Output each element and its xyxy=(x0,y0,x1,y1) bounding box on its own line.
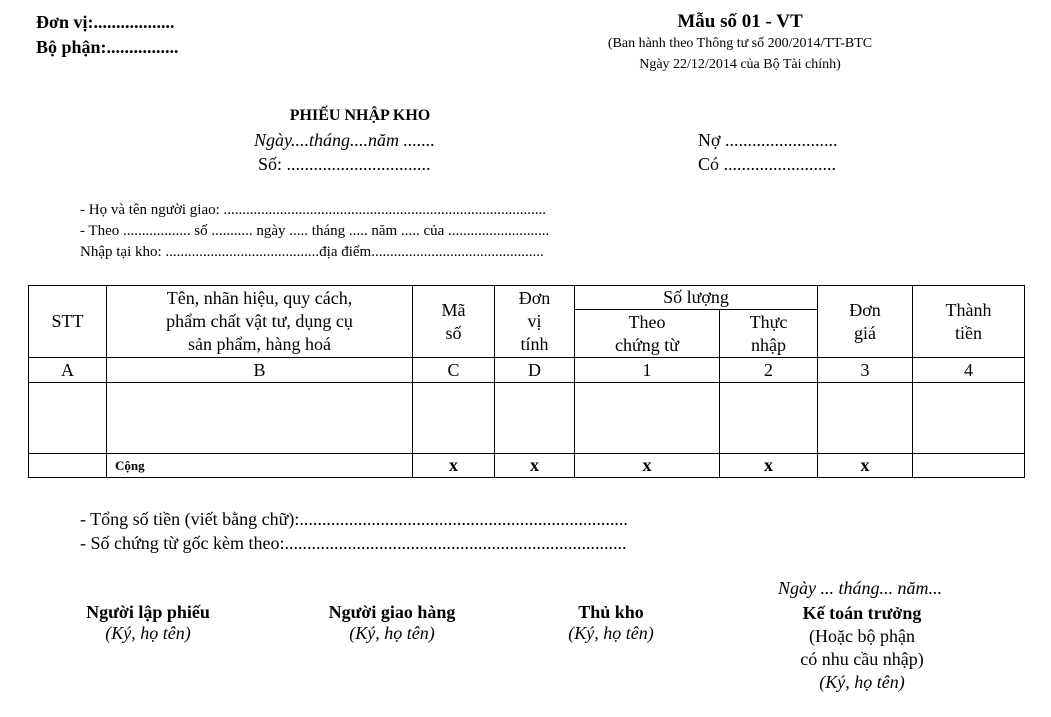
accountant-sub1: (Hoặc bộ phận xyxy=(809,626,915,646)
header-per-document: Theo chứng từ xyxy=(575,310,720,358)
column-letter-row xyxy=(29,358,1025,383)
empty-cell[interactable] xyxy=(913,383,1025,454)
accountant-sub2: có nhu cầu nhập) xyxy=(800,649,924,669)
storekeeper-hint: (Ký, họ tên) xyxy=(568,623,654,643)
total-row xyxy=(29,454,1025,478)
letter-cell: 3 xyxy=(818,358,913,383)
preparer-role: Người lập phiếu xyxy=(86,602,210,622)
preparer-hint: (Ký, họ tên) xyxy=(105,623,191,643)
deliverer-role: Người giao hàng xyxy=(328,602,456,622)
letter-cell: 1 xyxy=(575,358,720,383)
empty-cell[interactable] xyxy=(818,383,913,454)
accountant-role: Kế toán trưởng xyxy=(802,603,922,623)
date-line: Ngày....tháng....năm ....... xyxy=(254,130,436,150)
total-mark: x xyxy=(818,454,913,478)
total-label: Cộng xyxy=(107,454,413,478)
issued-by-line1: (Ban hành theo Thông tư số 200/2014/TT-BTC xyxy=(607,36,873,51)
accountant-hint: (Ký, họ tên) xyxy=(819,672,905,692)
signature-date: Ngày ... tháng... năm... xyxy=(778,578,942,598)
signature-preparer xyxy=(18,602,278,644)
receipt-table xyxy=(28,285,1025,478)
header-item-name: Tên, nhãn hiệu, quy cách, phẩm chất vật tư, dụng cụ sản phẩm, hàng hoá xyxy=(107,286,413,358)
header-quantity: Số lượng xyxy=(575,286,818,310)
header-unit-price: Đơn giá xyxy=(818,286,913,358)
department-field: Bộ phận:................ xyxy=(36,37,179,57)
number-line: Số: ................................ xyxy=(258,154,431,174)
attached-documents-line: - Số chứng từ gốc kèm theo:............................................................................ xyxy=(80,533,627,553)
total-in-words-line: - Tổng số tiền (viết bằng chữ):......................................................................... xyxy=(80,509,628,529)
total-mark: x xyxy=(575,454,720,478)
total-mark: x xyxy=(495,454,575,478)
letter-cell: D xyxy=(495,358,575,383)
letter-cell: B xyxy=(107,358,413,383)
header-actual: Thực nhập xyxy=(720,310,818,358)
total-mark: x xyxy=(720,454,818,478)
according-to-line: - Theo .................. số ........... ngày ..... tháng ..... năm ..... của ........................... xyxy=(80,223,550,239)
header-unit: Đơn vị tính xyxy=(495,286,575,358)
deliverer-hint: (Ký, họ tên) xyxy=(349,623,435,643)
header-row xyxy=(29,286,1025,310)
warehouse-line: Nhập tại kho: .........................................địa điểm.............................................. xyxy=(80,244,544,260)
empty-cell[interactable] xyxy=(29,383,107,454)
letter-cell: 2 xyxy=(720,358,818,383)
total-amount-cell[interactable] xyxy=(913,454,1025,478)
signature-chief-accountant xyxy=(732,602,992,694)
total-mark: x xyxy=(413,454,495,478)
table-row xyxy=(29,383,1025,454)
storekeeper-role: Thủ kho xyxy=(578,602,644,622)
form-title: PHIẾU NHẬP KHO xyxy=(289,107,431,124)
unit-field: Đơn vị:.................. xyxy=(36,12,175,32)
debit-line: Nợ ......................... xyxy=(698,130,838,150)
credit-line: Có ......................... xyxy=(698,154,837,174)
letter-cell: 4 xyxy=(913,358,1025,383)
empty-cell[interactable] xyxy=(720,383,818,454)
header-code: Mã số xyxy=(413,286,495,358)
deliverer-line: - Họ và tên người giao: ...................................................................................... xyxy=(80,202,547,218)
total-empty-cell xyxy=(29,454,107,478)
letter-cell: C xyxy=(413,358,495,383)
empty-cell[interactable] xyxy=(495,383,575,454)
empty-cell[interactable] xyxy=(413,383,495,454)
issued-by-line2: Ngày 22/12/2014 của Bộ Tài chính) xyxy=(639,57,841,72)
letter-cell: A xyxy=(29,358,107,383)
empty-cell[interactable] xyxy=(575,383,720,454)
header-amount: Thành tiền xyxy=(913,286,1025,358)
signature-storekeeper xyxy=(481,602,741,644)
form-code: Mẫu số 01 - VT xyxy=(677,11,803,32)
header-stt: STT xyxy=(29,286,107,358)
empty-cell[interactable] xyxy=(107,383,413,454)
